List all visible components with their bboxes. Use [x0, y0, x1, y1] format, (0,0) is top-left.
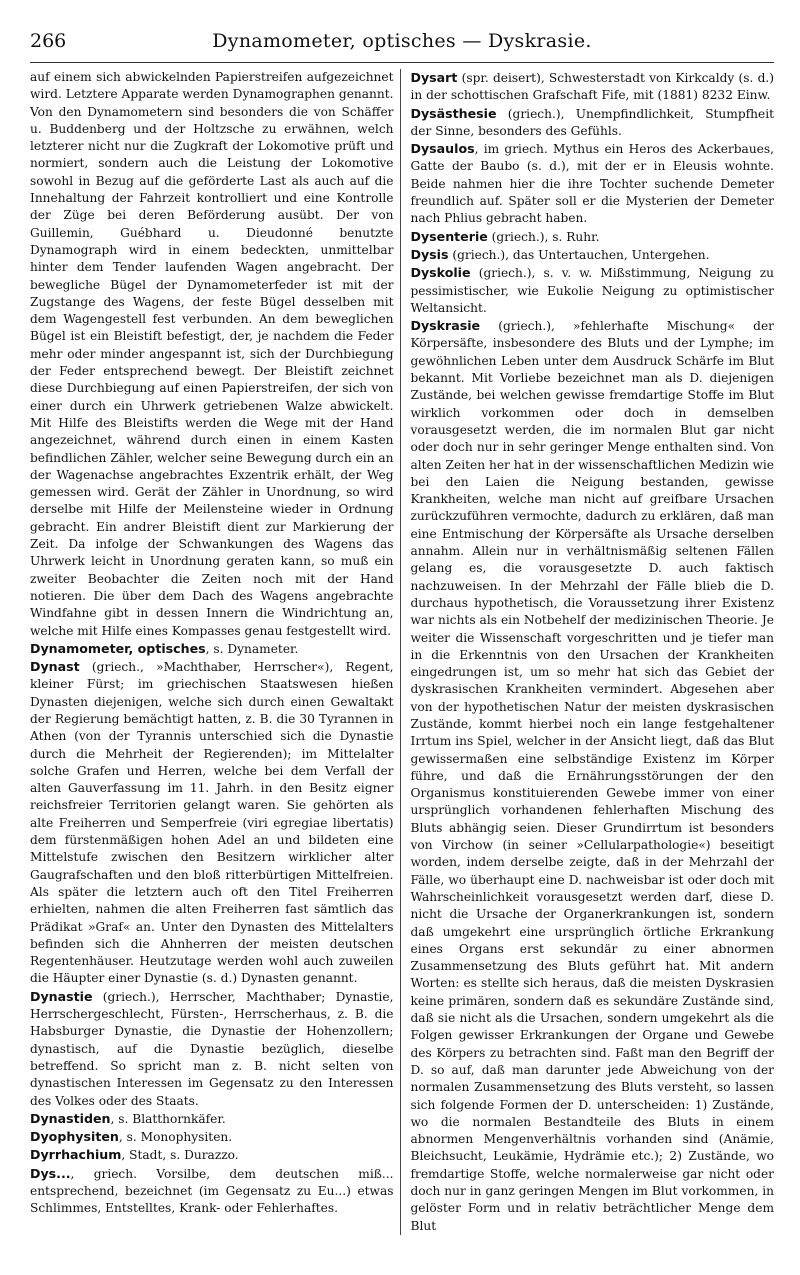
entry-text: (griech.), Unempfindlichkeit, Stumpfheit der Sinne, besonders des Gefühls.	[410, 106, 775, 138]
continued-article-text: auf einem sich abwickelnden Papierstreifen aufgezeichnet wird. Letztere Apparate werden Dynamographen genannt. Von den Dynamometern sind besonders die von Schäffer u. Buddenberg und der Holtzsche zu erwähnen, welch letzterer nicht nur die Zugkraft der Lokomotive prüft und normiert, sondern auch die Leistung der Lokomotive sowohl in Bezug auf die geförderte Last als auch auf die Innehaltung der Fahrzeit kontrolliert und eine Kontrolle der Züge bei deren Beförderung ausübt. Der von Guillemin, Guébhard u. Dieudonné benutzte Dynamograph wird in einem bedeckten, unmittelbar hinter dem Tender laufenden Wagen angebracht. Der bewegliche Bügel der Dynamometerfeder ist mit der Zugstange des Wagens, der feste Bügel desselben mit dem Wagengestell fest verbunden. An dem beweglichen Bügel ist ein Bleistift befestigt, der, je nachdem die Feder mehr oder minder angespannt ist, sich der Durchbiegung der Feder entsprechend bewegt. Der Bleistift zeichnet diese Durchbiegung auf einen Papierstreifen, der sich von einer durch ein Uhrwerk getriebenen Walze abwickelt. Mit Hilfe des Bleistifts werden die Wege mit der Hand angezeichnet, während durch einen in einem Kasten befindlichen Zähler, welcher seine Bewegung durch ein an der Wagenachse angebrachtes Exzentrik erhält, der Weg gemessen wird. Gerät der Zähler in Unordnung, so wird derselbe mit Hilfe der Meilensteine wieder in Ordnung gebracht. Ein andrer Bleistift dient zur Markierung der Zeit. Da infolge der Schwankungen des Wagens das Uhrwerk leicht in Unordnung geraten kann, so muß ein zweiter Beobachter die Zeiten noch mit der Hand notieren. Die über dem Dach des Wagens angebrachte Windfahne gibt in dessen Innern die Windrichtung an, welche mit Hilfe eines Kompasses genau festgestellt wird.	[30, 70, 394, 638]
entry	[30, 1110, 394, 1128]
entry-text: (griech.), »fehlerhafte Mischung« der Körpersäfte, insbesondere des Bluts und der Lymphe; im gewöhnlichen Leben unter dem Ausdruck Schärfe im Blut bekannt. Mit Vorliebe bezeichnet man als D. diejenigen Zustände, bei welchen gewisse fremdartige Stoffe im Blut wirklich vorkommen oder doch in demselben vorausgesetzt werden, die im normalen Blut gar nicht oder doch nur in sehr geringer Menge enthalten sind. Von alten Zeiten her hat in der wissenschaftlichen Medizin wie bei den Laien die Neigung bestanden, gewisse Krankheiten, welche man nicht auf greifbare Ursachen zurückzuführen vermochte, dadurch zu erklären, daß man eine Entmischung der Körpersäfte als Ursache derselben annahm. Allein nur in verhältnismäßig seltenen Fällen gelang es, die vorausgesetzte D. auch faktisch nachzuweisen. In der Mehrzahl der Fälle blieb die D. durchaus hypothetisch, die Voraussetzung ihrer Existenz war nichts als ein Notbehelf der medizinischen Theorie. Je weiter die Wissenschaft vorgeschritten und je tiefer man in die Erkenntnis von den Ursachen der Krankheiten eingedrungen ist, um so mehr hat sich das Gebiet der dyskrasischen Krankheiten vermindert. Abgesehen aber von der hypothetischen Natur der meisten dyskrasischen Zustände, kommt hierbei noch ein lange festgehaltener Irrtum ins Spiel, welcher in der Ansicht liegt, daß das Blut gewissermaßen eine selbständige Existenz im Körper führe, und daß die Ernährungsstörungen der den Organismus konstituierenden Gewebe immer von einer ursprünglich vorhandenen fehlerhaften Mischung des Bluts abhängig seien. Dieser Grundirrtum ist besonders von Virchow (in seiner »Cellularpathologie«) beseitigt worden, indem derselbe zeigte, daß in der Mehrzahl der Fälle, wo überhaupt eine D. nachweisbar ist oder doch mit Wahrscheinlichkeit vorausgesetzt werden darf, diese D. nicht die Ursache der Organerkrankungen ist, sondern daß umgekehrt eine ursprünglich örtliche Erkrankung eines Organs erst sekundär zu einer abnormen Zusammensetzung des Bluts geführt hat. Mit andern Worten: es stellte sich heraus, daß die meisten Dyskrasien keine primären, sondern daß es sekundäre Zustände sind, daß sie nicht als die Ursachen, sondern umgekehrt als die Folgen gewisser Erkrankungen der Organe und Gewebe des Körpers zu betrachten sind. Faßt man den Begriff der D. so auf, daß man darunter jede Abweichung von der normalen Zusammensetzung des Bluts versteht, so lassen sich folgende Formen der D. unterscheiden: 1) Zustände, wo die normalen Bestandteile des Bluts in einem abnormen Mengenverhältnis vorhanden sind (Anämie, Bleichsucht, Leukämie, Hydrämie etc.); 2) Zustände, wo fremdartige Stoffe, welche normalerweise gar nicht oder doch nur in ganz geringen Mengen im Blut vorkommen, in gelöster Form und in relativ beträchtlicher Menge dem Blut	[410, 319, 775, 1233]
entry-term: Dynast	[30, 659, 80, 675]
entry-term: Dyskolie	[410, 265, 471, 281]
entry	[30, 1146, 394, 1164]
two-column-body	[30, 69, 774, 1235]
entry-term: Dynamometer, optisches	[30, 640, 206, 656]
entry-text: , s. Blatthornkäfer.	[110, 1111, 226, 1126]
entry	[411, 246, 775, 264]
entry	[411, 264, 775, 317]
entry-term: Dysästhesie	[410, 105, 497, 121]
entry-term: Dyskrasie	[410, 318, 481, 334]
entry	[411, 105, 775, 141]
page-header	[30, 30, 774, 63]
entry-term: Dyrrhachium	[30, 1147, 122, 1163]
entry	[30, 1165, 394, 1218]
entry-term: Dysaulos	[410, 141, 475, 157]
entry-text: , s. Dynameter.	[205, 641, 299, 656]
running-head: Dynamometer, optisches — Dyskrasie.	[212, 30, 592, 52]
left-column	[30, 69, 400, 1235]
entry-text: , griech. Vorsilbe, dem deutschen miß... entsprechend, bezeichnet (im Gegensatz zu Eu...) etwas Schlimmes, Entstelltes, Krank- oder Fehlerhaftes.	[30, 1166, 394, 1216]
entry	[30, 988, 394, 1110]
entry-text: (spr. deisert), Schwesterstadt von Kirkcaldy (s. d.) in der schottischen Grafschaft Fife, mit (1881) 8232 Einw.	[410, 71, 775, 103]
entry-term: Dysart	[410, 70, 458, 85]
entry-text: (griech., »Machthaber, Herrscher«), Regent, kleiner Fürst; im griechischen Staatswesen hießen Dynasten diejenigen, welche sich durch einen Gewaltakt der Regierung bemächtigt hatten, z. B. die 30 Tyrannen in Athen (von der Tyrannis unterschied sich die Dynastie durch die Mehrheit der Regierenden); im Mittelalter solche Grafen und Herren, welche bei dem Verfall der alten Gauverfassung im 11. Jahrh. in den Besitz eigner reichsfreier Territorien gelangt waren. Sie gehörten als alte Freiherren und Semperfreie (viri egregiae libertatis) dem fürstenmäßigen hohen Adel an und bildeten eine Mittelstufe zwischen den Besitzern wirklicher alter Gaugrafschaften und den bloß ritterbürtigen Mittelfreien. Als später die letztern auch oft den Titel Freiherren erhielten, nahmen die alten Freiherren fast sämtlich das Prädikat »Graf« an. Unter den Dynasten des Mittelalters befinden sich die Ahnherren der meisten deutschen Regentenhäuser. Heutzutage werden wohl auch zuweilen die Häupter einer Dynastie (s. d.) Dynasten genannt.	[30, 660, 394, 986]
entry-term: Dynastiden	[30, 1110, 111, 1126]
entry	[411, 69, 775, 105]
entry-text: (griech.), s. v. w. Mißstimmung, Neigung zu pessimistischer, wie Eukolie Neigung zu optimistischer Weltansicht.	[410, 266, 775, 315]
entry-text: (griech.), s. Ruhr.	[487, 229, 600, 244]
entry-term: Dyophysiten	[30, 1129, 119, 1145]
entry	[30, 640, 394, 658]
entry-term: Dysenterie	[410, 228, 488, 244]
entry-text: , Stadt, s. Durazzo.	[121, 1148, 239, 1163]
entry-text: , s. Monophysiten.	[118, 1130, 233, 1145]
entry	[411, 228, 775, 246]
entry-text: , im griech. Mythus ein Heros des Ackerbaues, Gatte der Baubo (s. d.), mit der er in Eleusis wohnte. Beide nahmen hier die ihre Tochter suchende Demeter freundlich auf. Später soll er die Mysterien der Demeter nach Phlius gebracht haben.	[410, 142, 775, 226]
entry	[30, 658, 394, 988]
entry	[30, 1128, 394, 1146]
right-column	[401, 69, 775, 1235]
entry-text: (griech.), das Untertauchen, Untergehen.	[448, 247, 710, 262]
entry-term: Dynastie	[30, 988, 93, 1004]
entry	[411, 317, 775, 1235]
entry-term: Dysis	[410, 246, 449, 262]
entry-text: (griech.), Herrscher, Machthaber; Dynastie, Herrschergeschlecht, Fürsten-, Herrscherhaus, z. B. die Habsburger Dynastie, die Dynastie der Hohenzollern; dynastisch, auf die Dynastie bezüglich, dieselbe betreffend. So spricht man z. B. nicht selten von dynastischen Interessen im Gegensatz zu den Interessen des Volkes oder des Staats.	[30, 989, 394, 1108]
entry	[411, 140, 775, 227]
page-number: 266	[30, 30, 67, 52]
entry-term: Dys...	[30, 1165, 71, 1181]
